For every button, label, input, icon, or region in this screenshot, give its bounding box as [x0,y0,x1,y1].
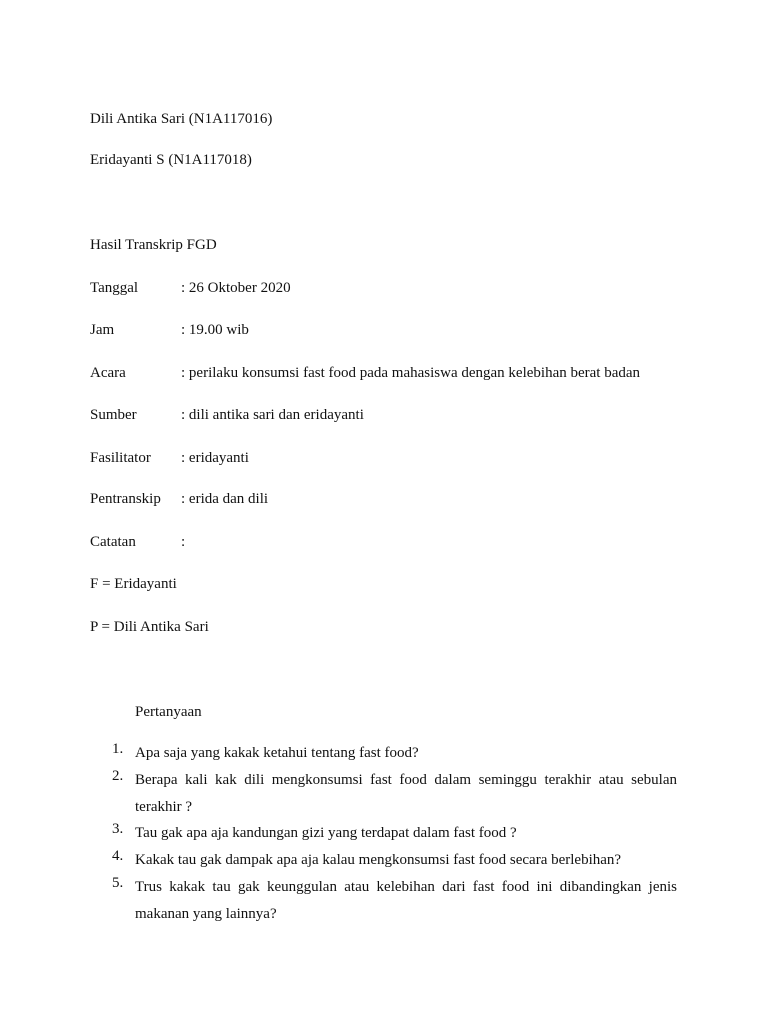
field-value: : 19.00 wib [181,322,249,338]
question-number: 4. [112,848,124,864]
field-row-tanggal [90,279,291,297]
question-text: Kakak tau gak dampak apa aja kalau mengkonsumsi fast food secara berlebihan? [135,852,622,868]
field-value: : [181,534,186,550]
field-value: : dili antika sari dan eridayanti [181,407,364,423]
field-value: : eridayanti [181,450,249,466]
question-number: 1. [112,741,124,757]
question-text: Apa saja yang kakak ketahui tentang fast food? [135,745,419,761]
field-row-catatan [90,533,185,551]
field-label: Sumber [90,407,137,423]
author-line: Dili Antika Sari (N1A117016) [90,111,273,127]
role-line: F = Eridayanti [90,576,177,592]
question-text: Tau gak apa aja kandungan gizi yang terdapat dalam fast food ? [135,825,517,841]
field-label: Tanggal [90,280,139,296]
question-item [112,847,677,874]
question-text: Trus kakak tau gak keunggulan atau kelebihan dari fast food ini dibandingkan jenis makanan yang lainnya? [135,879,677,922]
field-value: : perilaku konsumsi fast food pada mahasiswa dengan kelebihan berat badan [181,365,641,381]
question-text: Berapa kali kak dili mengkonsumsi fast food dalam seminggu terakhir atau sebulan terakhir ? [135,772,677,815]
field-row-acara [90,364,640,382]
question-item [112,874,677,928]
field-label: Catatan [90,534,136,550]
field-value: : erida dan dili [181,491,269,507]
field-row-sumber [90,406,364,424]
field-row-fasilitator [90,449,249,467]
questions-heading: Pertanyaan [135,704,202,720]
question-number: 3. [112,821,124,837]
question-item [112,820,677,847]
field-label: Fasilitator [90,450,151,466]
question-item [112,767,677,821]
question-item [112,740,677,767]
field-label: Pentranskip [90,491,161,507]
field-label: Acara [90,365,126,381]
author-line: Eridayanti S (N1A117018) [90,152,252,168]
question-number: 5. [112,875,124,891]
field-row-jam [90,321,249,339]
field-label: Jam [90,322,115,338]
document-title: Hasil Transkrip FGD [90,237,217,253]
question-number: 2. [112,768,124,784]
field-value: : 26 Oktober 2020 [181,280,291,296]
role-line: P = Dili Antika Sari [90,619,209,635]
field-row-pentranskip [90,490,268,508]
